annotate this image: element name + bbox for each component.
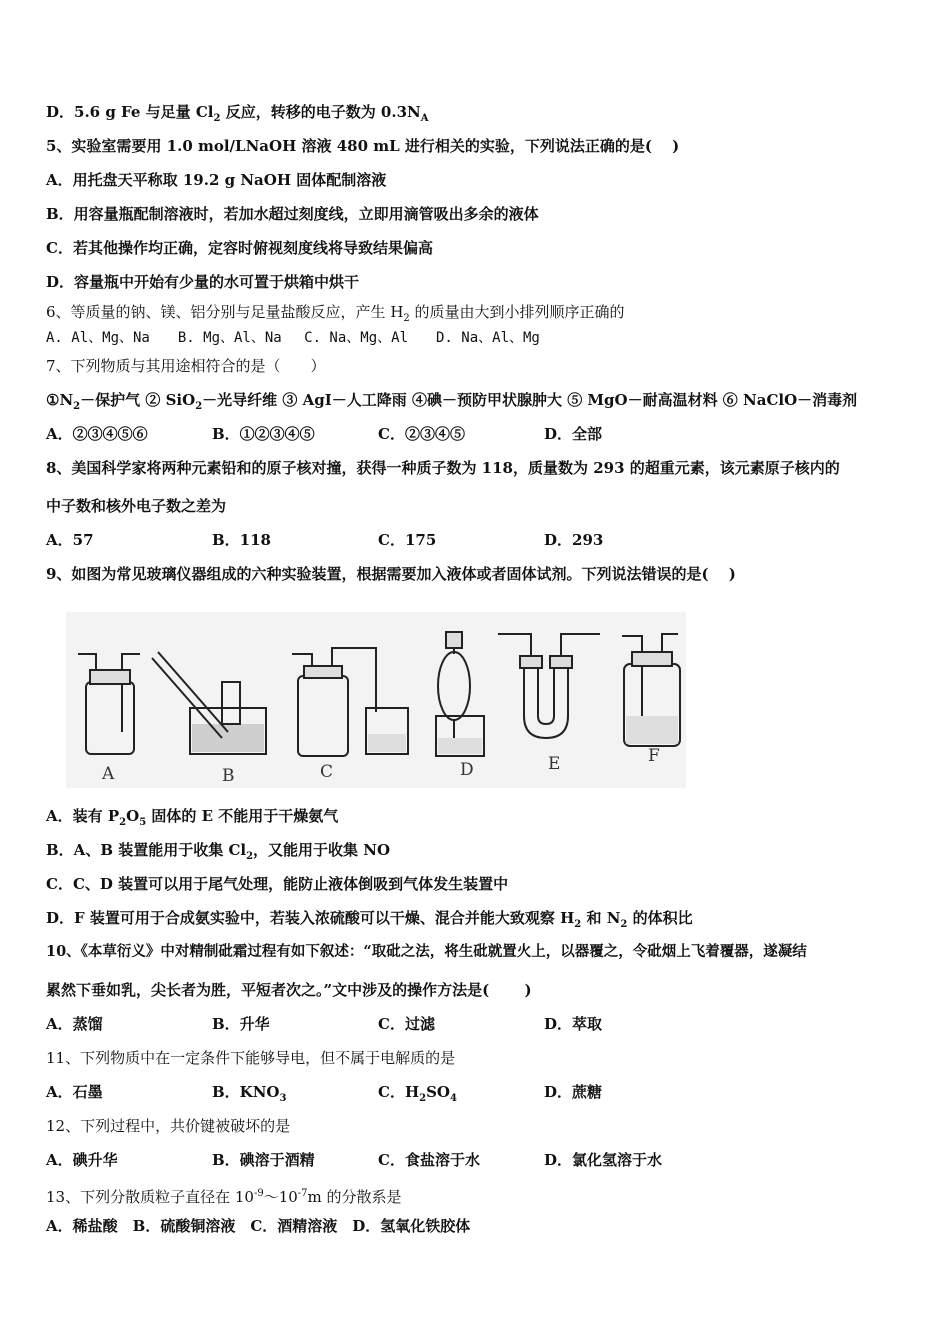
figure-label-d: D xyxy=(460,760,474,780)
q13-options: A．稀盐酸 B．硫酸铜溶液 C．酒精溶液 D．氢氧化铁胶体 xyxy=(46,1217,471,1235)
q4-option-d-text: 5.6 g Fe 与足量 Cl xyxy=(74,103,214,121)
q7-item-sub: 2 xyxy=(73,401,81,412)
q5-option-b: B．用容量瓶配制溶液时，若加水超过刻度线，立即用滴管吸出多余的液体 xyxy=(46,205,539,223)
q7-item-part: －保护气 ② SiO xyxy=(80,391,196,409)
q9-option-b-sub: 2 xyxy=(246,851,254,862)
q12-option-b: B．碘溶于酒精 xyxy=(212,1151,315,1169)
figure-label-c: C xyxy=(320,762,334,782)
q11-option-c-sub: 4 xyxy=(450,1093,457,1104)
apparatus-a-bottle xyxy=(86,682,134,754)
q6-stem-a: 6、等质量的钠、镁、铝分别与足量盐酸反应，产生 H xyxy=(46,303,404,321)
apparatus-b-tube xyxy=(158,652,228,732)
q9-option-d xyxy=(46,908,693,935)
q8-option-c: C．175 xyxy=(378,531,437,549)
q4-option-d-sub2: A xyxy=(420,113,429,124)
q5-option-a: A．用托盘天平称取 19.2 g NaOH 固体配制溶液 xyxy=(46,171,387,189)
q10-options xyxy=(46,1014,710,1034)
q7-option-b: B．①②③④⑤ xyxy=(212,425,315,443)
q7-option-a: A．②③④⑤⑥ xyxy=(46,425,148,443)
q11-option-b-sub: 3 xyxy=(279,1093,287,1104)
q9-option-b xyxy=(46,840,390,867)
q5-option-d: D．容量瓶中开始有少量的水可置于烘箱中烘干 xyxy=(46,273,360,291)
q9-option-a-part: O xyxy=(126,807,140,825)
apparatus-figure xyxy=(66,612,686,788)
q6-options: A. Al、Mg、Na B. Mg、Al、Na C. Na、Mg、Al D. Na、Al、Mg xyxy=(46,330,540,346)
apparatus-a-tube-right xyxy=(122,654,140,732)
q13-stem-c: m 的分散系是 xyxy=(307,1188,402,1206)
apparatus-d-stopper xyxy=(446,632,462,648)
figure-label-b: B xyxy=(222,766,235,786)
q10-stem-line1: 10、《本草衍义》中对精制砒霜过程有如下叙述：“取砒之法，将生砒就置火上，以器覆之，令砒烟上飞着覆器，遂凝结 xyxy=(46,943,807,960)
apparatus-a-stopper xyxy=(90,670,130,684)
apparatus-b-water xyxy=(192,724,264,752)
q12-options xyxy=(46,1150,710,1170)
q4-option-d-prefix: D． xyxy=(46,103,75,121)
q12-option-d: D．氯化氢溶于水 xyxy=(544,1151,663,1169)
apparatus-d-liquid xyxy=(438,738,482,754)
q9-option-d-part: 和 N xyxy=(581,909,621,927)
q9-option-d-sub: 2 xyxy=(620,919,628,930)
q7-stem: 7、下列物质与其用途相符合的是（ ） xyxy=(46,357,326,375)
q8-stem-line2: 中子数和核外电子数之差为 xyxy=(46,497,227,515)
q10-option-d: D．萃取 xyxy=(544,1015,603,1033)
figure-label-a: A xyxy=(102,764,115,784)
q6-stem-sub: 2 xyxy=(403,313,410,324)
q9-option-b-part: ，又能用于收集 NO xyxy=(253,841,391,859)
q11-option-c xyxy=(378,1082,544,1109)
q11-option-a: A．石墨 xyxy=(46,1083,103,1101)
q7-option-c: C．②③④⑤ xyxy=(378,425,465,443)
q4-option-d-mid: 反应，转移的电子数为 0.3N xyxy=(220,103,421,121)
q10-option-a: A．蒸馏 xyxy=(46,1015,103,1033)
q8-option-a: A．57 xyxy=(46,531,94,549)
apparatus-c-stopper xyxy=(304,666,342,678)
q5-option-c: C．若其他操作均正确，定容时俯视刻度线将导致结果偏高 xyxy=(46,239,433,257)
apparatus-a-tube-left xyxy=(78,654,96,670)
apparatus-c-bottle xyxy=(298,676,348,756)
q9-option-a xyxy=(46,806,338,833)
q8-options xyxy=(46,530,710,550)
q9-option-d-part: D．F 装置可用于合成氨实验中，若装入浓硫酸可以干燥、混合并能大致观察 H xyxy=(46,909,575,927)
q11-option-d: D．蔗糖 xyxy=(544,1083,603,1101)
q12-stem: 12、下列过程中，共价键被破坏的是 xyxy=(46,1117,291,1135)
q6-stem xyxy=(46,302,625,329)
q9-option-b-part: B．A、B 装置能用于收集 Cl xyxy=(46,841,247,859)
q12-option-a: A．碘升华 xyxy=(46,1151,118,1169)
q9-option-a-sub: 5 xyxy=(139,817,147,828)
q4-option-d xyxy=(46,102,429,129)
apparatus-f-tubes xyxy=(622,634,678,724)
q10-option-c: C．过滤 xyxy=(378,1015,435,1033)
q7-item-sub: 2 xyxy=(195,401,203,412)
q9-option-d-sub: 2 xyxy=(574,919,582,930)
q7-item-part: －光导纤维 ③ AgI－人工降雨 ④碘－预防甲状腺肿大 ⑤ MgO－耐高温材料 ⑥ NaClO－消毒剂 xyxy=(202,391,858,409)
q8-option-b: B．118 xyxy=(212,531,271,549)
q8-stem-line1: 8、美国科学家将两种元素铅和的原子核对撞，获得一种质子数为 118，质量数为 293 的超重元素，该元素原子核内的 xyxy=(46,459,840,477)
apparatus-e-u-tube-inner xyxy=(538,666,554,724)
q8-option-d: D．293 xyxy=(544,531,604,549)
q13-stem-b: ～10 xyxy=(263,1188,298,1206)
apparatus-f-stopper xyxy=(632,652,672,666)
apparatus-e-side-tubes xyxy=(498,634,600,656)
q5-stem: 5、实验室需要用 1.0 mol/LNaOH 溶液 480 mL 进行相关的实验，下列说法正确的是( ) xyxy=(46,137,680,155)
apparatus-drawing xyxy=(66,612,686,788)
apparatus-e-stopper-right xyxy=(550,656,572,668)
q11-option-c-mid: SO xyxy=(426,1083,450,1101)
q10-stem-line2: 累然下垂如乳，尖长者为胜，平短者次之。”文中涉及的操作方法是( ) xyxy=(46,981,532,999)
q13-sup: -7 xyxy=(297,1188,308,1199)
q11-option-c-sub: 2 xyxy=(419,1093,427,1104)
q9-option-d-part: 的体积比 xyxy=(627,909,693,927)
q9-stem: 9、如图为常见玻璃仪器组成的六种实验装置，根据需要加入液体或者固体试剂。下列说法错误的是( ) xyxy=(46,565,736,583)
q9-option-a-sub: 2 xyxy=(119,817,127,828)
q12-option-c: C．食盐溶于水 xyxy=(378,1151,480,1169)
q7-item-part: ①N xyxy=(46,391,74,409)
q13-stem-a: 13、下列分散质粒子直径在 10 xyxy=(46,1188,254,1206)
apparatus-c-tubes xyxy=(292,648,376,712)
apparatus-b-tube-edge xyxy=(152,658,222,738)
q13-stem xyxy=(46,1184,402,1207)
q6-stem-b: 的质量由大到小排列顺序正确的 xyxy=(409,303,625,321)
apparatus-e-stopper-left xyxy=(520,656,542,668)
q7-option-d: D．全部 xyxy=(544,425,603,443)
q11-options xyxy=(46,1082,710,1109)
q11-stem: 11、下列物质中在一定条件下能够导电，但不属于电解质的是 xyxy=(46,1049,456,1067)
apparatus-e-u-tube xyxy=(524,666,568,738)
q11-option-b xyxy=(212,1082,378,1109)
apparatus-c-liquid xyxy=(368,734,406,752)
q9-option-a-part: 固体的 E 不能用于干燥氨气 xyxy=(146,807,339,825)
apparatus-d-bulb xyxy=(438,652,470,720)
q7-items xyxy=(46,390,857,417)
q4-option-d-sub: 2 xyxy=(213,113,221,124)
q13-sup: -9 xyxy=(253,1188,264,1199)
q9-option-a-part: A．装有 P xyxy=(46,807,120,825)
q9-option-c: C．C、D 装置可以用于尾气处理，能防止液体倒吸到气体发生装置中 xyxy=(46,875,509,893)
q11-option-b-text: B．KNO xyxy=(212,1083,280,1101)
figure-label-e: E xyxy=(548,754,561,774)
figure-label-f: F xyxy=(648,746,660,766)
q11-option-c-text: C．H xyxy=(378,1083,420,1101)
q7-options xyxy=(46,424,710,444)
q10-option-b: B．升华 xyxy=(212,1015,270,1033)
apparatus-b-bottle xyxy=(222,682,240,724)
apparatus-f-liquid xyxy=(626,716,678,744)
